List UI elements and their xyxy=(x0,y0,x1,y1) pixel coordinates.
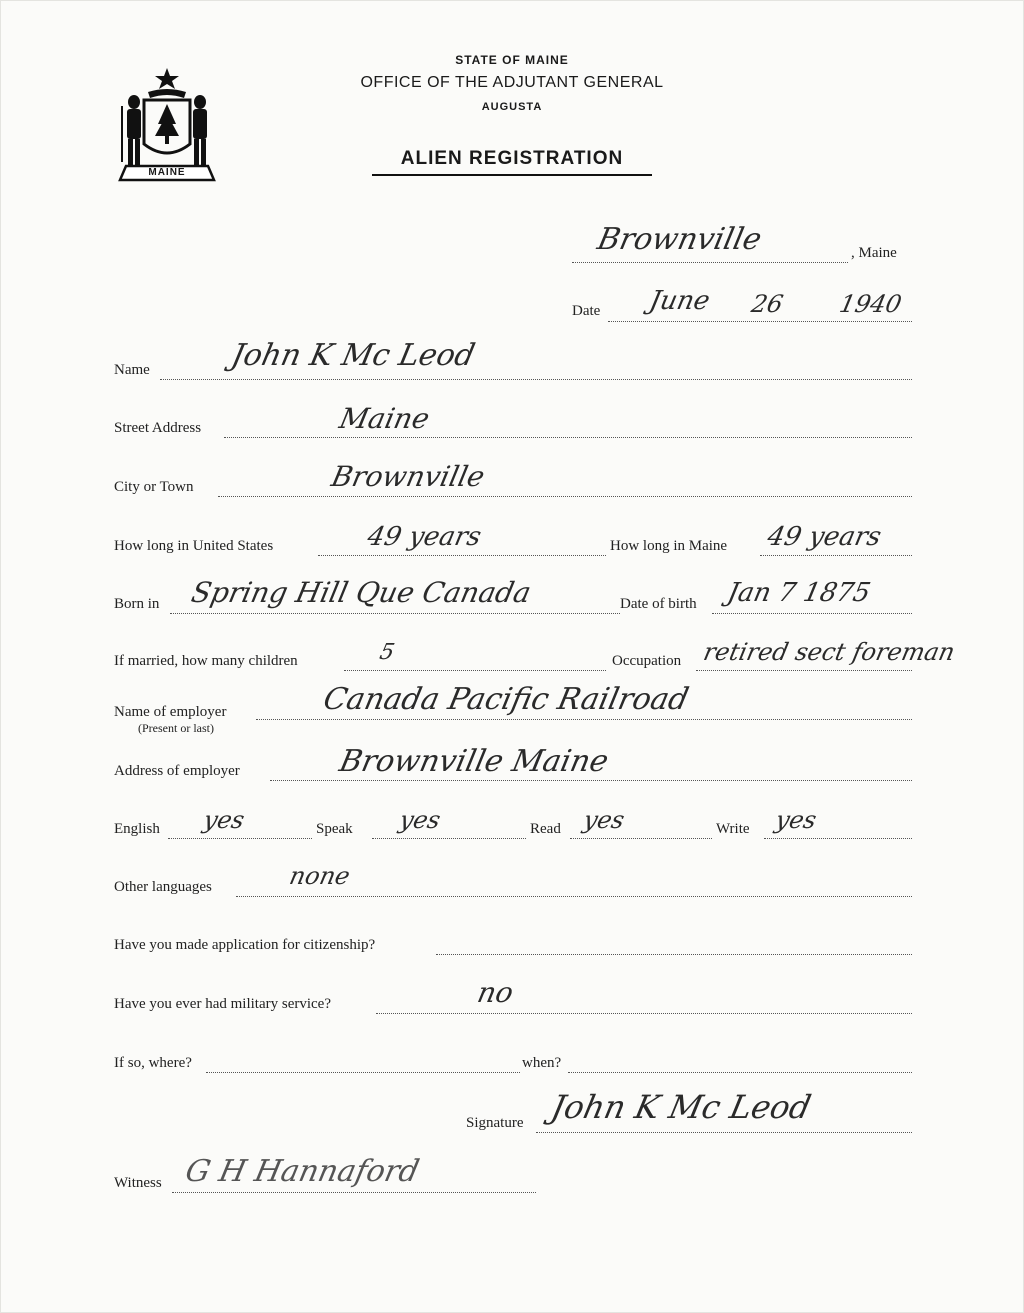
when-label: when? xyxy=(522,1055,562,1071)
other-languages-dots xyxy=(236,896,912,897)
occupation-dots xyxy=(696,670,912,671)
city-heading: AUGUSTA xyxy=(481,101,543,113)
witness-label: Witness xyxy=(114,1175,162,1191)
place-value: Brownville xyxy=(594,222,765,257)
how-long-maine-dots xyxy=(760,555,912,556)
other-languages-label: Other languages xyxy=(114,879,212,895)
military-label: Have you ever had military service? xyxy=(114,996,331,1012)
seal-ribbon-label: MAINE xyxy=(148,167,186,178)
place-dots xyxy=(572,262,848,263)
employer-address-value: Brownville Maine xyxy=(336,744,612,779)
occupation-label: Occupation xyxy=(612,653,682,669)
name-label: Name xyxy=(114,362,150,378)
employer-dots xyxy=(256,719,912,720)
employer-sublabel: (Present or last) xyxy=(138,721,214,735)
english-dots xyxy=(168,838,312,839)
signature-dots xyxy=(536,1132,912,1133)
where-dots xyxy=(206,1072,520,1073)
read-value: yes xyxy=(581,806,628,834)
read-label: Read xyxy=(530,821,561,837)
witness-dots xyxy=(172,1192,536,1193)
how-long-us-value: 49 years xyxy=(364,522,484,552)
street-label: Street Address xyxy=(114,420,202,436)
state-heading: STATE OF MAINE xyxy=(455,53,569,67)
write-value: yes xyxy=(773,806,820,834)
date-dots xyxy=(608,321,912,322)
english-value: yes xyxy=(201,806,248,834)
military-dots xyxy=(376,1013,912,1014)
when-dots xyxy=(568,1072,912,1073)
born-in-dots xyxy=(170,613,620,614)
date-day: 26 xyxy=(749,290,786,318)
military-value: no xyxy=(474,976,517,1009)
where-label: If so, where? xyxy=(114,1055,192,1071)
street-value: Maine xyxy=(336,402,433,435)
how-long-maine-label: How long in Maine xyxy=(610,538,728,554)
date-year: 1940 xyxy=(837,290,905,318)
how-long-us-dots xyxy=(318,555,606,556)
city-label: City or Town xyxy=(114,479,194,495)
citizenship-dots xyxy=(436,954,912,955)
children-value: 5 xyxy=(377,640,397,665)
employer-address-label: Address of employer xyxy=(114,763,240,779)
speak-value: yes xyxy=(397,806,444,834)
employer-value: Canada Pacific Railroad xyxy=(320,682,692,717)
date-label: Date xyxy=(572,303,601,319)
page-title: ALIEN REGISTRATION xyxy=(400,148,624,169)
name-value: John K Mc Leod xyxy=(228,338,478,373)
children-dots xyxy=(344,670,606,671)
read-dots xyxy=(570,838,712,839)
employer-label: Name of employer xyxy=(114,704,227,720)
speak-dots xyxy=(372,838,526,839)
other-languages-value: none xyxy=(287,862,353,890)
occupation-value: retired sect foreman xyxy=(701,638,958,666)
witness-value: G H Hannaford xyxy=(182,1154,423,1189)
state-seal-icon xyxy=(112,62,222,192)
write-label: Write xyxy=(716,821,750,837)
signature-label: Signature xyxy=(466,1115,524,1131)
citizenship-label: Have you made application for citizenship? xyxy=(114,937,376,953)
city-dots xyxy=(218,496,912,497)
date-month: June xyxy=(646,286,713,316)
street-dots xyxy=(224,437,912,438)
how-long-maine-value: 49 years xyxy=(764,522,884,552)
how-long-us-label: How long in United States xyxy=(114,538,274,554)
dob-dots xyxy=(712,613,912,614)
name-dots xyxy=(160,379,912,380)
place-suffix: , Maine xyxy=(851,245,897,261)
english-label: English xyxy=(114,821,160,837)
write-dots xyxy=(764,838,912,839)
dob-label: Date of birth xyxy=(620,596,697,612)
born-in-label: Born in xyxy=(114,596,160,612)
city-value: Brownville xyxy=(328,460,488,493)
dob-value: Jan 7 1875 xyxy=(724,578,874,608)
children-label: If married, how many children xyxy=(114,653,298,669)
speak-label: Speak xyxy=(316,821,353,837)
born-in-value: Spring Hill Que Canada xyxy=(188,576,534,609)
title-underline xyxy=(372,174,652,176)
office-heading: OFFICE OF THE ADJUTANT GENERAL xyxy=(360,74,664,91)
employer-address-dots xyxy=(270,780,912,781)
signature-value: John K Mc Leod xyxy=(547,1088,815,1126)
